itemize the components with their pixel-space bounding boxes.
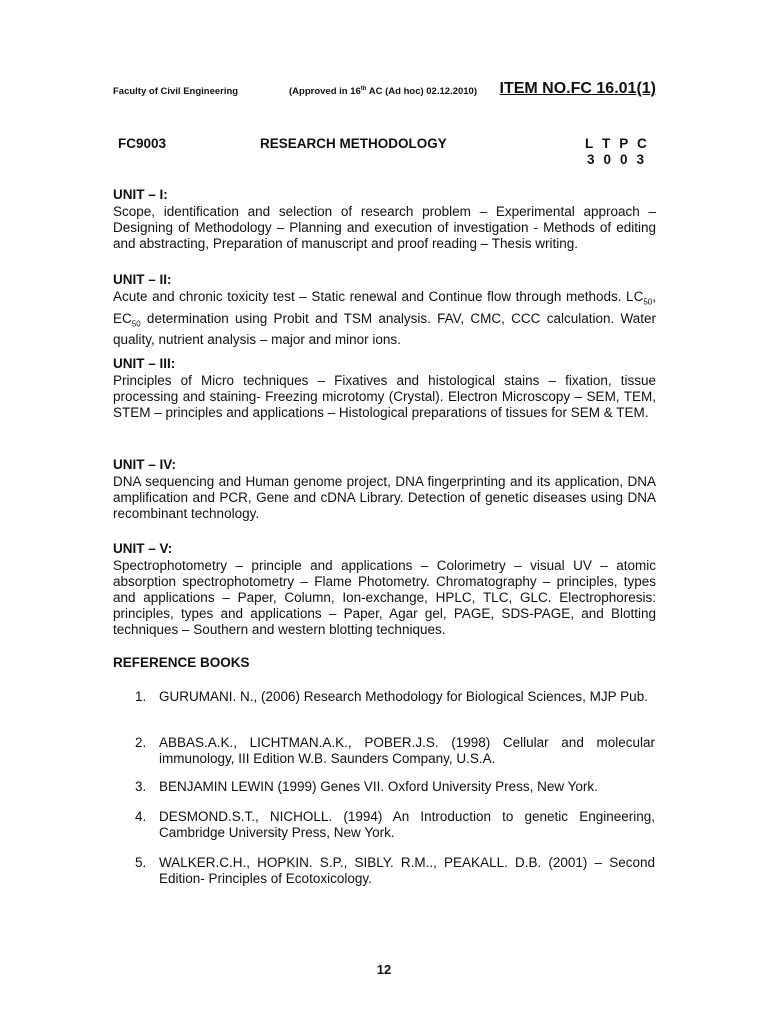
unit-body	[113, 289, 656, 348]
approval-note-pre: (Approved in 16	[289, 86, 361, 98]
course-heading	[118, 136, 658, 170]
unit-2	[113, 271, 656, 348]
ltpc-block	[585, 136, 647, 168]
unit-3	[113, 355, 656, 421]
reference-text: BENJAMIN LEWIN (1999) Genes VII. Oxford University Press, New York.	[159, 779, 598, 794]
ltpc-values: 3 0 0 3	[587, 152, 645, 167]
reference-number: 2.	[135, 735, 147, 750]
reference-text: DESMOND.S.T., NICHOLL. (1994) An Introduction to genetic Engineering, Cambridge University Press, New York.	[159, 809, 655, 840]
unit-title: UNIT – IV:	[113, 457, 177, 472]
reference-books-heading: REFERENCE BOOKS	[113, 655, 250, 670]
page-header	[113, 80, 658, 104]
reference-number: 5.	[135, 855, 147, 870]
reference-item	[135, 735, 655, 767]
unit-body-part-c: determination using Probit and TSM analysis. FAV, CMC, CCC calculation. Water quality, nutrient analysis – major and minor ions.	[113, 310, 656, 348]
unit-title: UNIT – V:	[113, 541, 173, 556]
reference-text: ABBAS.A.K., LICHTMAN.A.K., POBER.J.S. (1998) Cellular and molecular immunology, III Edition W.B. Saunders Company, U.S.A.	[159, 735, 655, 766]
reference-text: WALKER.C.H., HOPKIN. S.P., SIBLY. R.M.., PEAKALL. D.B. (2001) – Second Edition- Principles of Ecotoxicology.	[159, 855, 655, 886]
ltpc-labels: L T P C	[585, 136, 648, 151]
reference-item	[135, 779, 655, 795]
approval-note-post: AC (Ad hoc) 02.12.2010)	[366, 86, 477, 98]
approval-note-sup: th	[360, 86, 367, 92]
lc50-subscript: 50	[643, 297, 653, 307]
unit-body: DNA sequencing and Human genome project, DNA fingerprinting and its application, DNA amplification and PCR, Gene and cDNA Library. Detection of genetic diseases using DNA recombinant technology.	[113, 474, 656, 521]
unit-body-part-a: Acute and chronic toxicity test – Static renewal and Continue flow through methods. LC	[113, 289, 644, 304]
unit-title: UNIT – III:	[113, 356, 176, 371]
reference-number: 4.	[135, 809, 147, 824]
approval-note	[289, 86, 477, 97]
reference-text: GURUMANI. N., (2006) Research Methodology for Biological Sciences, MJP Pub.	[159, 689, 648, 704]
unit-1	[113, 186, 656, 252]
unit-body: Scope, identification and selection of research problem – Experimental approach – Designing of Methodology – Planning and execution of investigation - Methods of editing and abstracting, Preparation of manuscript and proof reading – Thesis writing.	[113, 204, 656, 251]
faculty-name: Faculty of Civil Engineering	[113, 86, 239, 97]
reference-item	[135, 855, 655, 887]
page-number: 12	[376, 962, 392, 977]
unit-title: UNIT – I:	[113, 187, 168, 202]
reference-number: 1.	[135, 689, 147, 704]
reference-item	[135, 689, 655, 705]
unit-4	[113, 456, 656, 522]
reference-number: 3.	[135, 779, 147, 794]
unit-body-part-b: , EC	[113, 289, 656, 326]
reference-item	[135, 809, 655, 841]
unit-5	[113, 540, 656, 638]
unit-body: Spectrophotometry – principle and applications – Colorimetry – visual UV – atomic absorption spectrophotometry – Flame Photometry. Chromatography – principles, types and applications – Paper, Column, Ion-exchange, HPLC, TLC, GLC. Electrophoresis: principles, types and applications – Paper, Agar gel, PAGE, SDS-PAGE, and Blotting techniques – Southern and western blotting techniques.	[113, 558, 656, 637]
course-title: RESEARCH METHODOLOGY	[260, 136, 447, 151]
course-code: FC9003	[118, 136, 167, 151]
item-number: ITEM NO.FC 16.01(1)	[499, 80, 656, 97]
unit-body: Principles of Micro techniques – Fixatives and histological stains – fixation, tissue processing and staining- Freezing microtomy (Crystal). Electron Microscopy – SEM, TEM, STEM – principles and applications – Histological preparations of tissues for SEM & TEM.	[113, 373, 656, 420]
ec50-subscript: 50	[131, 319, 141, 329]
unit-title: UNIT – II:	[113, 272, 172, 287]
